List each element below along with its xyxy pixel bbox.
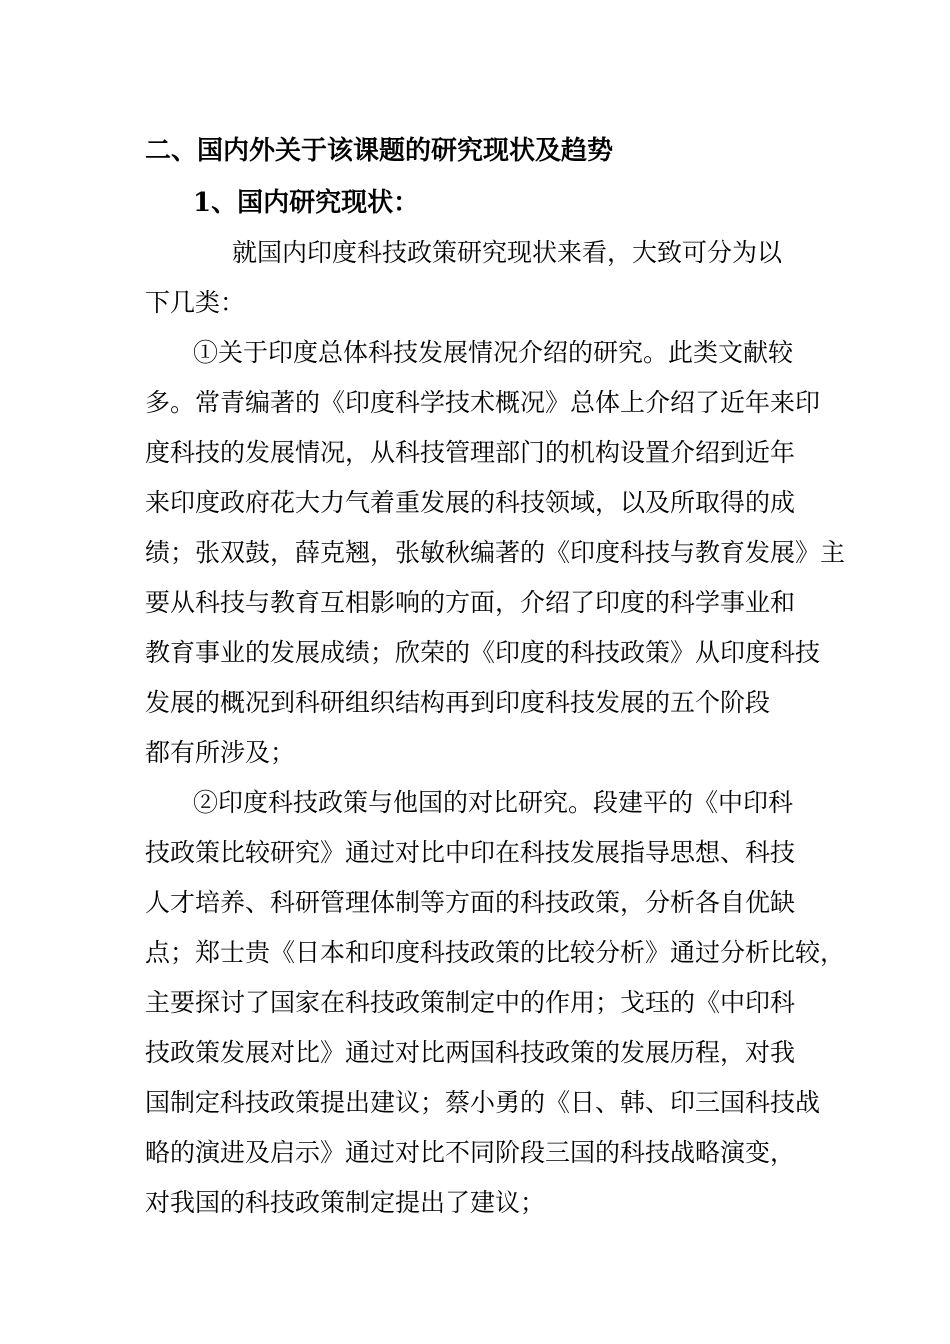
paragraph1-line: 发展的概况到科研组织结构再到印度科技发展的五个阶段 — [145, 688, 771, 717]
paragraph2-line: ②印度科技政策与他国的对比研究。段建平的《中印科 — [193, 788, 794, 817]
paragraph1-line: ①关于印度总体科技发展情况介绍的研究。此类文献较 — [193, 338, 794, 367]
paragraph2-line: 技政策比较研究》通过对比中印在科技发展指导思想、科技 — [145, 838, 796, 867]
paragraph1-line: 绩；张双鼓，薛克翘，张敏秋编著的《印度科技与教育发展》主 — [145, 538, 846, 567]
paragraph1-line: 要从科技与教育互相影响的方面，介绍了印度的科学事业和 — [145, 588, 796, 617]
subheading: 1、国内研究现状： — [193, 188, 420, 218]
paragraph2-line: 技政策发展对比》通过对比两国科技政策的发展历程，对我 — [145, 1038, 796, 1067]
paragraph2-line: 略的演进及启示》通过对比不同阶段三国的科技战略演变， — [145, 1138, 796, 1167]
intro-line: 就国内印度科技政策研究现状来看，大致可分为以 — [232, 238, 783, 267]
paragraph2-line: 国制定科技政策提出建议；蔡小勇的《日、韩、印三国科技战 — [145, 1088, 821, 1117]
paragraph1-line: 教育事业的发展成绩；欣荣的《印度的科技政策》从印度科技 — [145, 638, 821, 667]
section-heading: 二、国内外关于该课题的研究现状及趋势 — [145, 136, 614, 166]
paragraph2-line: 对我国的科技政策制定提出了建议； — [145, 1188, 546, 1217]
intro-line: 下几类： — [145, 288, 246, 317]
paragraph1-line: 多。常青编著的《印度科学技术概况》总体上介绍了近年来印 — [145, 388, 821, 417]
paragraph2-line: 点；郑士贵《日本和印度科技政策的比较分析》通过分析比较， — [145, 938, 846, 967]
paragraph2-line: 主要探讨了国家在科技政策制定中的作用；戈珏的《中印科 — [145, 988, 796, 1017]
paragraph2-line: 人才培养、科研管理体制等方面的科技政策，分析各自优缺 — [145, 888, 796, 917]
paragraph1-line: 都有所涉及； — [145, 738, 296, 767]
paragraph1-line: 度科技的发展情况，从科技管理部门的机构设置介绍到近年 — [145, 438, 796, 467]
paragraph1-line: 来印度政府花大力气着重发展的科技领域，以及所取得的成 — [145, 488, 796, 517]
